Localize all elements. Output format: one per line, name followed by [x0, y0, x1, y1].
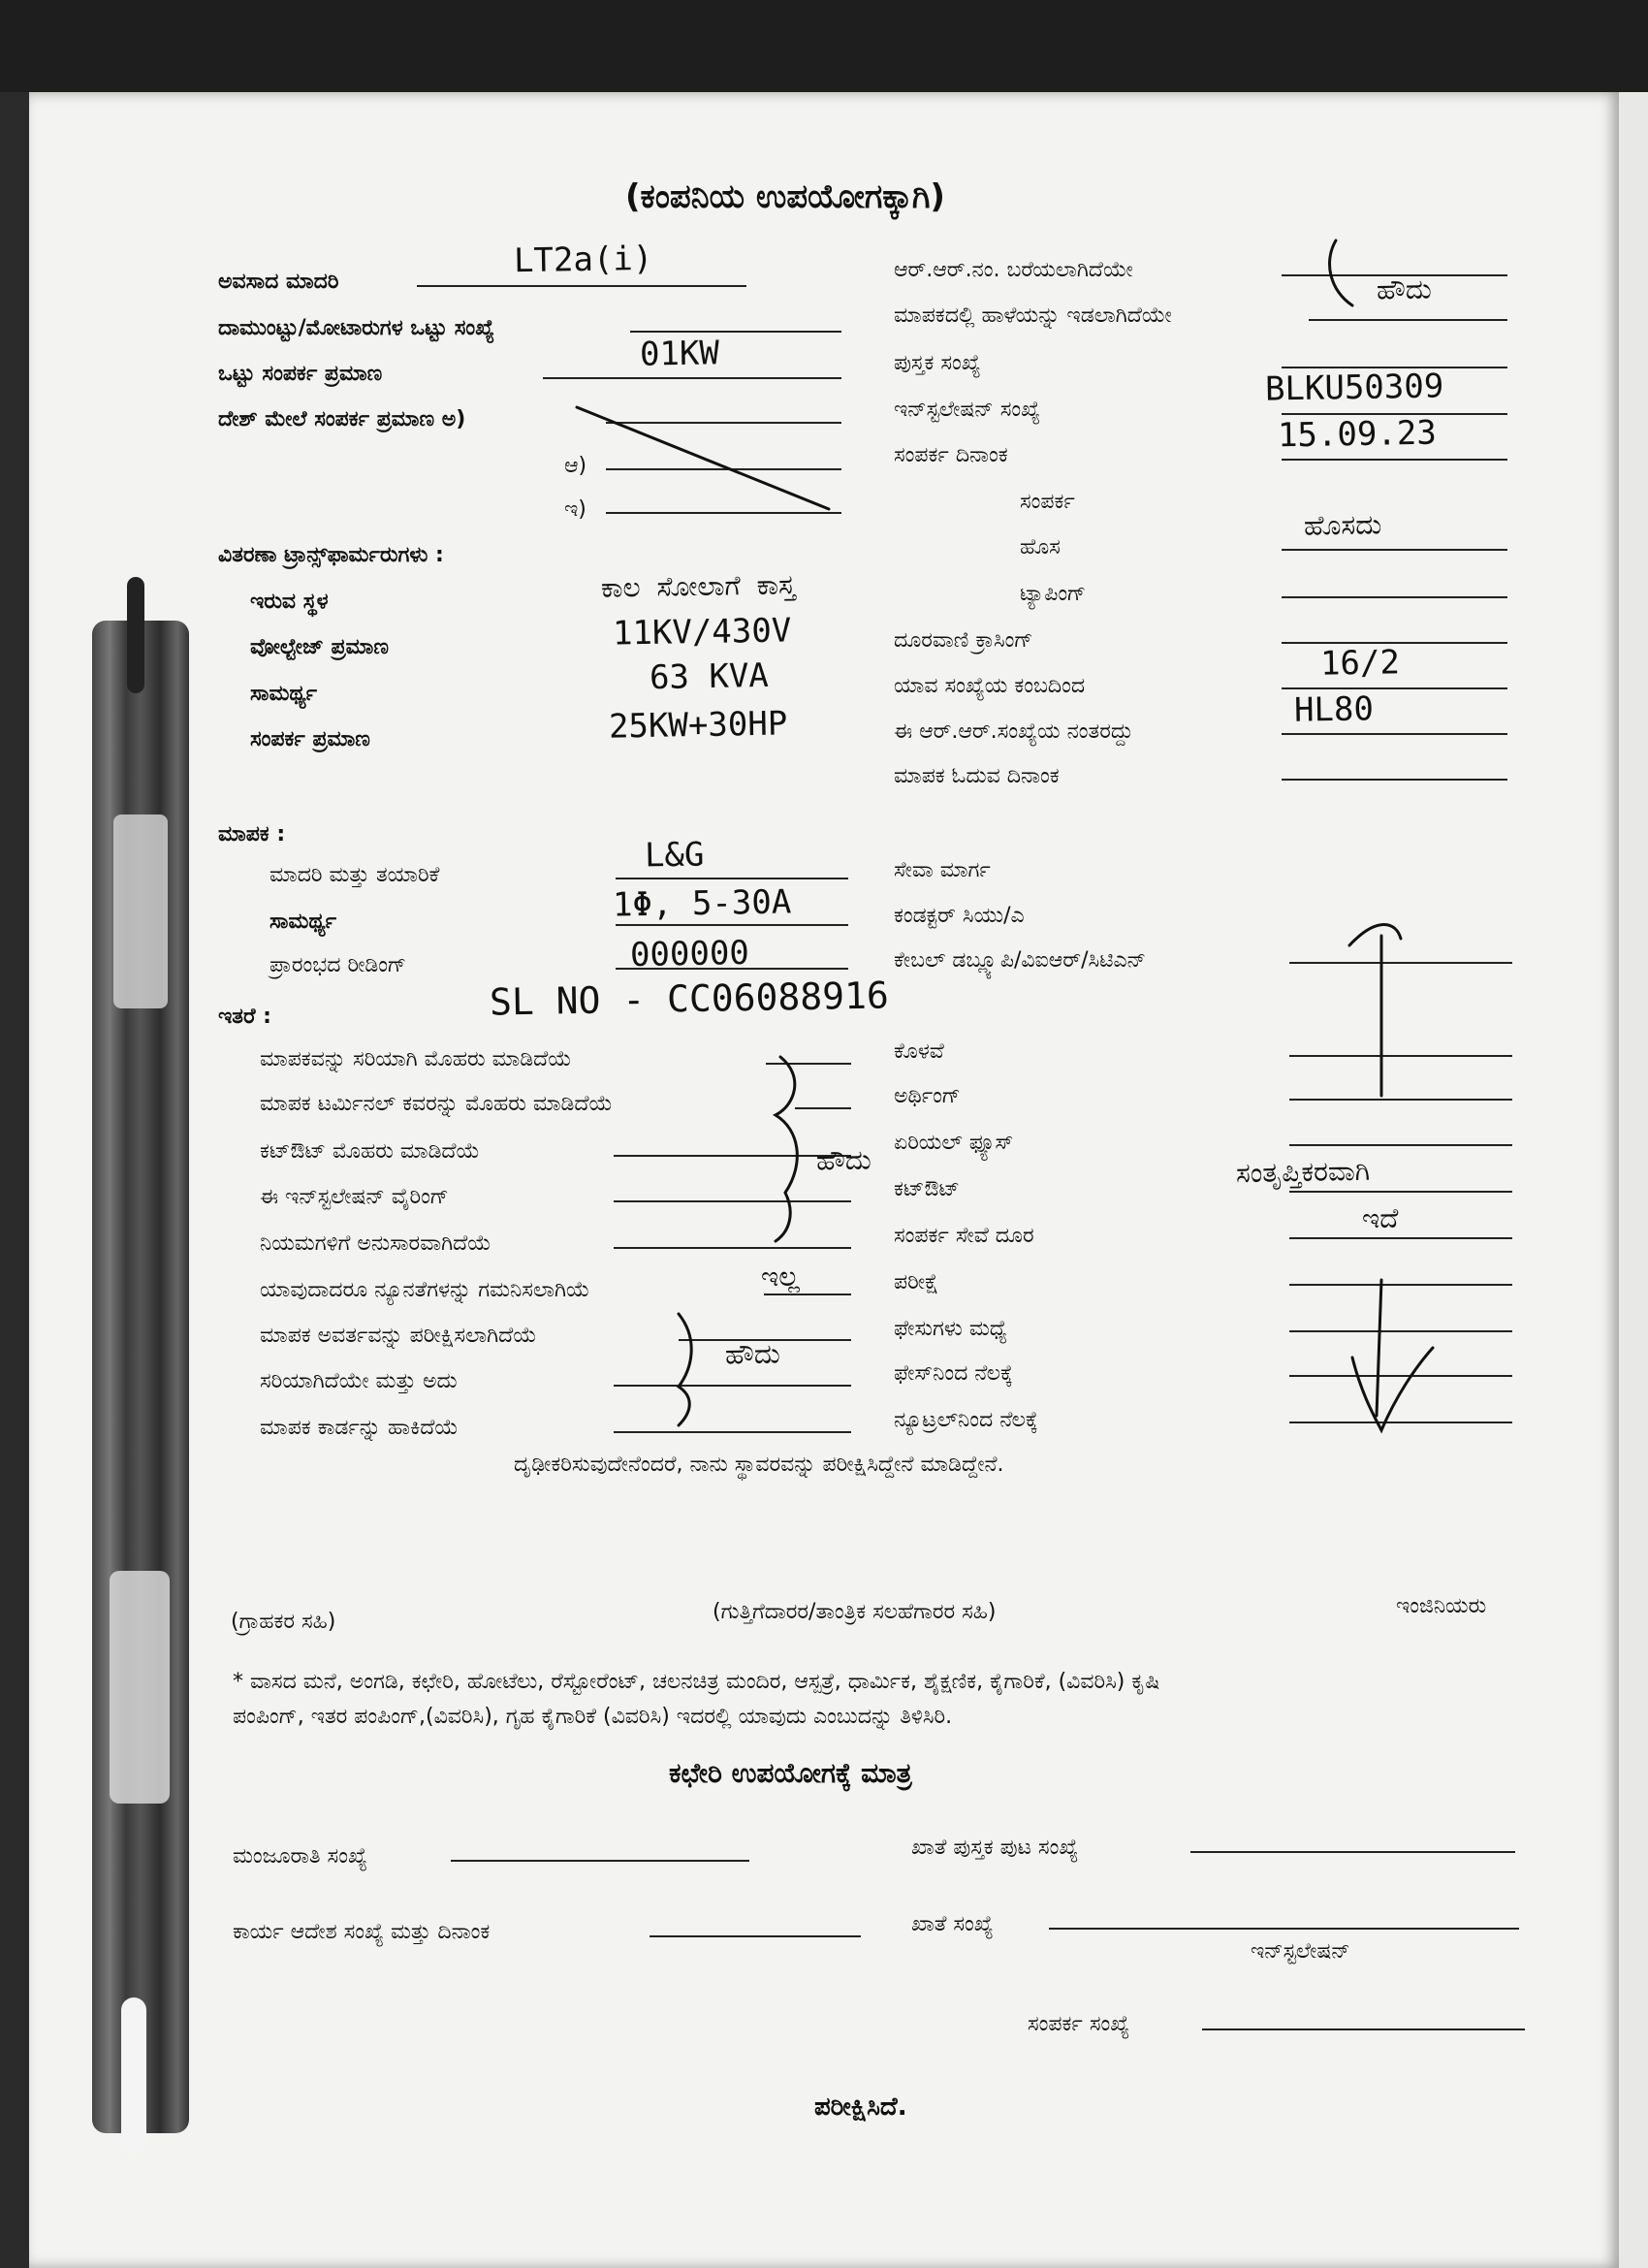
line-pole-number — [1282, 687, 1507, 689]
label-installation-number: ಇನ್‌ಸ್ಟಲೇಷನ್ ಸಂಖ್ಯೆ — [894, 398, 1041, 422]
hw-meter-capacity: 1Φ, 5-30A — [612, 882, 792, 925]
line-neutral-earth — [1289, 1421, 1512, 1423]
label-meter-sealed: ಮಾಪಕವನ್ನು ಸರಿಯಾಗಿ ಮೊಹರು ಮಾಡಿದೆಯೆ — [260, 1047, 572, 1071]
hw-capacity: 63 KVA — [649, 655, 770, 698]
label-phase-c: ಇ) — [564, 497, 586, 522]
hw-type: LT2a(i) — [513, 239, 653, 281]
label-type: ಅವಸಾದ ಮಾದರಿ — [218, 270, 339, 294]
line-work-order — [650, 1935, 861, 1937]
note-line-2: ಪಂಪಿಂಗ್, ಇತರ ಪಂಪಿಂಗ್,(ವಿವರಿಸಿ), ಗೃಹ ಕೈಗಾರಿಕೆ (ವಿವರಿಸಿ) ಇದರಲ್ಲಿ ಯಾವುದು ಎಂಬುದನ್ನು ತಿಳಿಸಿರಿ. — [233, 1705, 953, 1729]
hw-serial-number: SL NO - CC06088916 — [489, 974, 890, 1024]
line-tapping — [1282, 596, 1507, 598]
label-cutout: ಕಟ್‌ಔಟ್ — [894, 1177, 960, 1201]
label-telephone-crossing: ದೂರವಾಣಿ ಕ್ರಾಸಿಂಗ್ — [894, 628, 1033, 653]
hw-connection-date: 15.09.23 — [1277, 413, 1438, 456]
hw-initial-reading: 000000 — [629, 933, 750, 975]
label-ledger-page: ಖಾತೆ ಪುಸ್ತಕ ಪುಟ ಸಂಖ್ಯೆ — [911, 1836, 1079, 1860]
label-sheet-kept: ಮಾಪಕದಲ್ಲಿ ಹಾಳೆಯನ್ನು ಇಡಲಾಗಿದೆಯೇ — [894, 303, 1172, 328]
label-capacity: ಸಾಮರ್ಥ್ಯ — [250, 682, 318, 706]
label-meter-tested: ಮಾಪಕ ಅವರ್ತವನ್ನು ಪರೀಕ್ಷಿಸಲಾಗಿದೆಯೆ — [260, 1324, 537, 1348]
label-pole-number: ಯಾವ ಸಂಖ್ಯೆಯ ಕಂಬದಿಂದ — [894, 674, 1086, 698]
label-as-per-rules: ನಿಯಮಗಳಿಗೆ ಅನುಸಾರವಾಗಿದೆಯೆ — [260, 1231, 491, 1256]
note-line-1: * ವಾಸದ ಮನೆ, ಅಂಗಡಿ, ಕಛೇರಿ, ಹೋಟೆಲು, ರೆಸ್ಟೋರೆಂಟ್, ಚಲನಚಿತ್ರ ಮಂದಿರ, ಆಸ್ಪತ್ರೆ, ಧಾರ್ಮಿಕ, ಶೈಕ್ಷಣಿಕ, ಕೈಗಾರಿಕೆ, (ವಿವರಿಸಿ) ಕೃಷಿ — [233, 1670, 1160, 1694]
line-earthing — [1289, 1099, 1512, 1101]
line-defects — [764, 1294, 851, 1295]
line-after-rr — [1282, 733, 1507, 735]
line-as-per-rules — [614, 1247, 851, 1249]
line-new — [1282, 549, 1507, 551]
line-service-distance — [1289, 1237, 1512, 1239]
engineer-signature-label: ಇಂಜಿನಿಯರು — [1396, 1594, 1487, 1618]
line-cable — [1289, 962, 1512, 964]
label-phase-b: ಆ) — [564, 454, 587, 478]
line-terminal-sealed — [795, 1107, 851, 1109]
label-voltage: ವೋಲ್ಟೇಜ್ ಪ್ರಮಾಣ — [250, 635, 389, 659]
hw-location: ಕಾಲ ಸೋಲಾಗೆ ಕಾಸ್ತ — [600, 568, 796, 604]
line-total-load — [543, 377, 841, 379]
form-title: (ಕಂಪನಿಯ ಉಪಯೋಗಕ್ಕಾಗಿ) — [625, 177, 945, 216]
heading-others: ಇತರೆ : — [218, 1005, 271, 1029]
hw-yes-top: ಹೌದು — [1376, 272, 1433, 306]
label-earthing: ಅರ್ಥಿಂಗ್ — [894, 1084, 961, 1108]
label-new: ಹೊಸ — [1020, 535, 1061, 559]
line-reading-date — [1282, 779, 1507, 781]
hw-pole-number: 16/2 — [1319, 643, 1401, 684]
label-phase-load-a: ದೇಶ್ ಮೇಲೆ ಸಂಪರ್ಕ ಪ್ರಮಾಣ ಅ) — [218, 407, 466, 431]
line-pipe — [1289, 1055, 1512, 1057]
declaration-text: ದೃಢೀಕರಿಸುವುದೇನೆಂದರೆ, ನಾನು ಸ್ಥಾವರವನ್ನು ಪರೀಕ್ಷಿಸಿದ್ದೇನೆ ಮಾಡಿದ್ದೇನೆ. — [514, 1453, 1004, 1477]
consumer-signature-label: (ಗ್ರಾಹಕರ ಸಹಿ) — [231, 1610, 336, 1634]
hw-installation-number: BLKU50309 — [1264, 367, 1444, 409]
line-cutout — [1289, 1191, 1512, 1193]
hw-total-load: 01KW — [639, 334, 720, 374]
scan-background — [0, 0, 1648, 92]
hw-yes-tested: ಹೌದು — [724, 1337, 781, 1371]
line-meter-sealed — [766, 1063, 851, 1065]
heading-meter: ಮಾಪಕ : — [218, 822, 286, 847]
paper-edge — [1619, 92, 1648, 2268]
label-work-order: ಕಾರ್ಯ ಆದೇಶ ಸಂಖ್ಯೆ ಮತ್ತು ದಿನಾಂಕ — [233, 1920, 491, 1944]
line-motors — [630, 331, 841, 333]
label-motors: ದಾಮುಂಟ್ಟು/ಮೋಟಾರುಗಳ ಒಟ್ಟು ಸಂಖ್ಯೆ — [218, 316, 495, 340]
line-wiring — [614, 1200, 851, 1202]
label-service-distance: ಸಂಪರ್ಕ ಸೇವೆ ದೂರ — [894, 1224, 1034, 1248]
contractor-signature-label: (ಗುತ್ತಿಗೆದಾರರ/ತಾಂತ್ರಿಕ ಸಲಹೆಗಾರರ ಸಹಿ) — [713, 1600, 997, 1624]
line-card — [614, 1431, 851, 1433]
line-aerial-fuse — [1289, 1144, 1512, 1146]
label-after-rr: ಈ ಆರ್.ಆರ್.ಸಂಖ್ಯೆಯ ನಂತರದ್ದು — [894, 719, 1134, 744]
line-ledger-page — [1190, 1851, 1515, 1853]
hw-satisfactory-1: ಸಂತೃಪ್ತಿಕರವಾಗಿ — [1235, 1154, 1371, 1190]
heading-transformer: ವಿತರಣಾ ಟ್ರಾನ್ಸ್‌ಫಾರ್ಮರುಗಳು : — [218, 543, 444, 567]
hw-no-defects: ಇಲ್ಲ — [760, 1260, 800, 1294]
line-phase-a — [606, 422, 841, 424]
hw-connected-load: 25KW+30HP — [608, 704, 788, 747]
label-cutout-sealed: ಕಟ್‌ಔಟ್ ಮೊಹರು ಮಾಡಿದೆಯೆ — [260, 1139, 480, 1164]
label-rr-written: ಆರ್.ಆರ್.ನಂ. ಬರೆಯಲಾಗಿದೆಯೇ — [894, 258, 1133, 282]
label-phase-earth: ಫೇಸ್‌ನಿಂದ ನೆಲಕ್ಕೆ — [894, 1361, 1013, 1386]
line-connection-number — [1202, 2028, 1525, 2030]
label-connection-date: ಸಂಪರ್ಕ ದಿನಾಂಕ — [894, 443, 1008, 467]
hw-voltage: 11KV/430V — [612, 611, 792, 654]
label-wiring: ಈ ಇನ್‌ಸ್ಟಲೇಷನ್ ವೈರಿಂಗ್ — [260, 1185, 449, 1209]
line-phase-earth — [1289, 1375, 1512, 1377]
label-make: ಮಾದರಿ ಮತ್ತು ತಯಾರಿಕೆ — [269, 863, 440, 887]
label-reading-date: ಮಾಪಕ ಓದುವ ದಿನಾಂಕ — [894, 764, 1060, 788]
label-installation: ಇನ್‌ಸ್ಟಲೇಷನ್ — [1251, 1939, 1350, 1964]
line-between-phases — [1289, 1330, 1512, 1332]
label-cable: ಕೇಬಲ್ ಡಬ್ಲ್ಯೂಪಿ/ವಿಐಆರ್/ಸಿಟಿಎನ್ — [894, 948, 1147, 973]
label-pipe: ಕೊಳವೆ — [894, 1039, 944, 1064]
label-conductor: ಕಂಡಕ್ಟರ್ ಸಿಯು/ಎ — [894, 904, 1025, 928]
checked-label: ಪರೀಕ್ಷಿಸಿದೆ. — [814, 2092, 907, 2122]
office-use-heading: ಕಛೇರಿ ಉಪಯೋಗಕ್ಕೆ ಮಾತ್ರ — [669, 1757, 912, 1789]
label-total-load: ಒಟ್ಟು ಸಂಪರ್ಕ ಪ್ರಮಾಣ — [218, 362, 383, 386]
line-test — [1289, 1284, 1512, 1286]
label-book-number: ಪುಸ್ತಕ ಸಂಖ್ಯೆ — [894, 351, 981, 375]
hw-satisfactory-2: ಇದೆ — [1361, 1201, 1399, 1235]
label-between-phases: ಫೇಸುಗಳು ಮಧ್ಯೆ — [894, 1317, 1007, 1341]
line-phase-c — [606, 512, 841, 514]
label-correct: ಸರಿಯಾಗಿದೆಯೇ ಮತ್ತು ಅದು — [260, 1369, 458, 1393]
line-phase-b — [606, 468, 841, 470]
label-connected-load: ಸಂಪರ್ಕ ಪ್ರಮಾಣ — [250, 727, 370, 751]
label-connection: ಸಂಪರ್ಕ — [1020, 490, 1075, 514]
line-type — [417, 285, 746, 287]
label-terminal-sealed: ಮಾಪಕ ಟರ್ಮಿನಲ್ ಕವರನ್ನು ಮೊಹರು ಮಾಡಿದೆಯೆ — [260, 1092, 613, 1116]
line-connection-date — [1282, 459, 1507, 461]
hw-yes-seals: ಹೌದು — [815, 1143, 872, 1177]
label-aerial-fuse: ಏರಿಯಲ್ ಫ್ಯೂಸ್ — [894, 1131, 1014, 1155]
hw-make: L&G — [644, 835, 705, 876]
hw-new: ಹೊಸದು — [1303, 508, 1382, 542]
line-sheet-kept — [1309, 319, 1507, 321]
line-account-number — [1049, 1928, 1519, 1930]
label-sanction-number: ಮಂಜೂರಾತಿ ಸಂಖ್ಯೆ — [233, 1844, 367, 1869]
label-initial-reading: ಪ್ರಾರಂಭದ ರೀಡಿಂಗ್ — [269, 953, 407, 977]
label-account-number: ಖಾತೆ ಸಂಖ್ಯೆ — [911, 1912, 994, 1936]
hw-after-rr: HL80 — [1293, 689, 1375, 730]
label-service-line: ಸೇವಾ ಮಾರ್ಗ — [894, 858, 991, 882]
label-tapping: ಟ್ಯಾಪಿಂಗ್ — [1020, 582, 1087, 606]
label-defects: ಯಾವುದಾದರೂ ನ್ಯೂನತೆಗಳನ್ನು ಗಮನಿಸಲಾಗಿಯೆ — [260, 1278, 590, 1302]
line-make — [616, 878, 848, 879]
line-sanction-number — [451, 1860, 749, 1862]
line-meter-capacity — [616, 924, 848, 926]
label-test: ಪರೀಕ್ಷೆ — [894, 1270, 939, 1294]
label-card: ಮಾಪಕ ಕಾರ್ಡನ್ನು ಹಾಕಿದೆಯೆ — [260, 1416, 459, 1440]
label-neutral-earth: ನ್ಯೂಟ್ರಲ್‌ನಿಂದ ನೆಲಕ್ಕೆ — [894, 1408, 1038, 1432]
label-connection-number: ಸಂಪರ್ಕ ಸಂಖ್ಯೆ — [1028, 2012, 1130, 2036]
label-meter-capacity: ಸಾಮರ್ಥ್ಯ — [269, 910, 337, 934]
label-location: ಇರುವ ಸ್ಥಳ — [250, 590, 329, 614]
file-fastener — [92, 621, 189, 2133]
line-correct — [614, 1385, 851, 1387]
